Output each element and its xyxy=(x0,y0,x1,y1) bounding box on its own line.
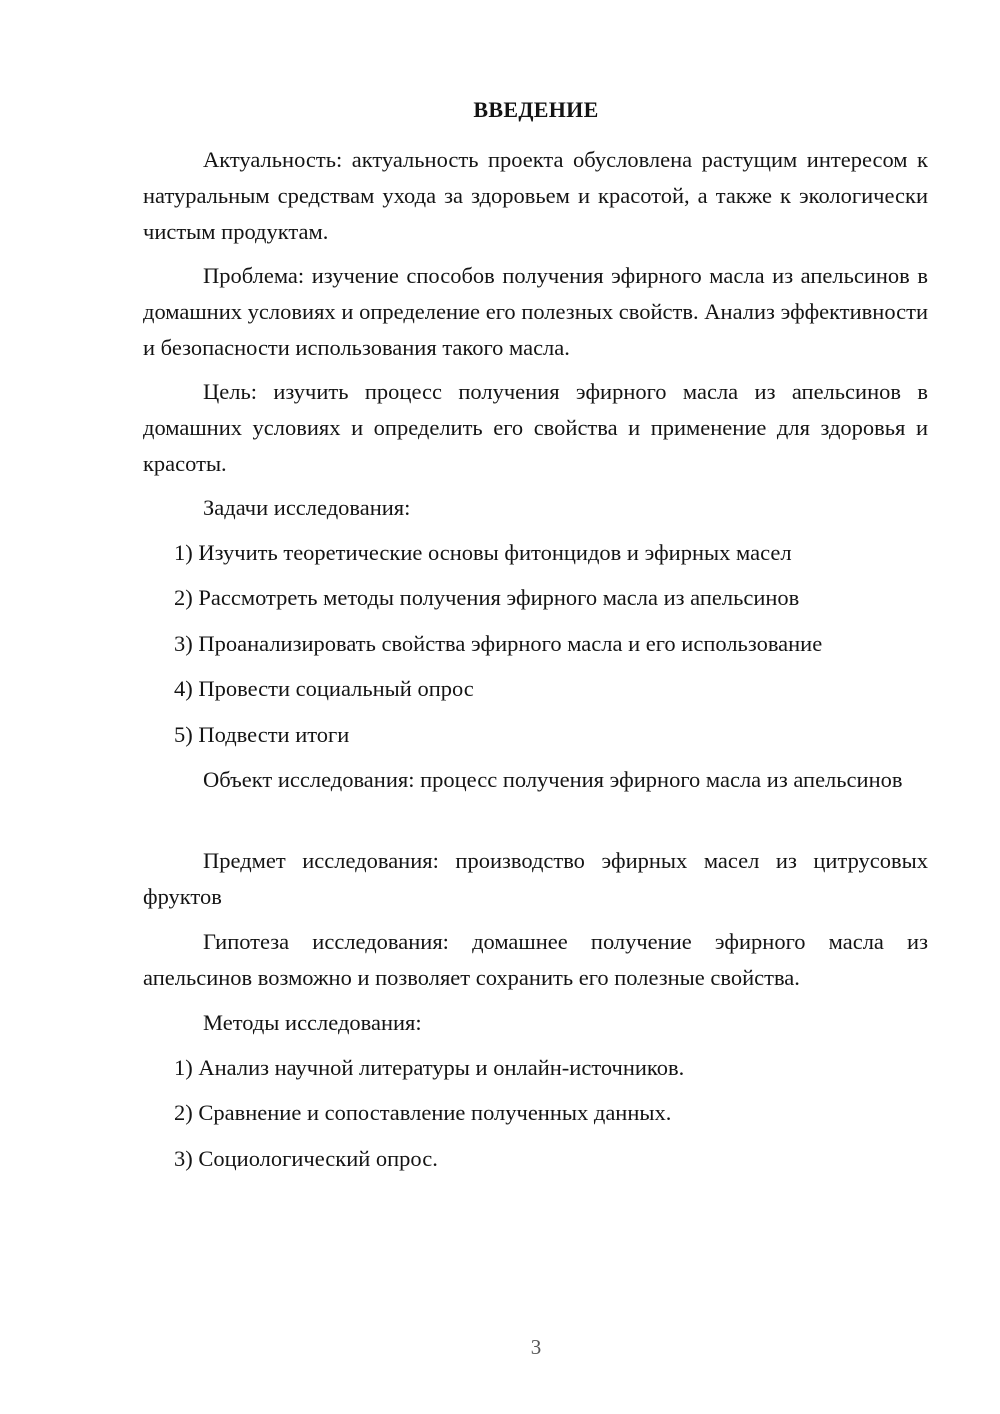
list-item: 1) Изучить теоретические основы фитонцидов и эфирных масел xyxy=(174,540,792,565)
list-item: 2) Рассмотреть методы получения эфирного масла из апельсинов xyxy=(174,585,800,610)
goal-paragraph: Цель: изучить процесс получения эфирного масла из апельсинов в домашних условиях и определить его свойства и применение для здоровья и красоты. xyxy=(143,379,928,476)
tasks-heading: Задачи исследования: xyxy=(203,495,411,520)
subject-paragraph: Предмет исследования: производство эфирных масел из цитрусовых фруктов xyxy=(143,848,928,909)
page-number: 3 xyxy=(530,1335,542,1359)
object-paragraph: Объект исследования: процесс получения эфирного масла из апельсинов xyxy=(203,767,903,792)
list-item: 4) Провести социальный опрос xyxy=(174,676,474,701)
list-item: 3) Социологический опрос. xyxy=(174,1146,438,1171)
hypothesis-paragraph: Гипотеза исследования: домашнее получение эфирного масла из апельсинов возможно и позволяет сохранить его полезные свойства. xyxy=(143,929,928,990)
list-item: 2) Сравнение и сопоставление полученных данных. xyxy=(174,1100,672,1125)
section-title: ВВЕДЕНИЕ xyxy=(473,97,599,122)
list-item: 5) Подвести итоги xyxy=(174,722,350,747)
list-item: 1) Анализ научной литературы и онлайн-источников. xyxy=(174,1055,685,1080)
list-item: 3) Проанализировать свойства эфирного масла и его использование xyxy=(174,631,823,656)
methods-heading: Методы исследования: xyxy=(203,1010,422,1035)
relevance-paragraph: Актуальность: актуальность проекта обусловлена растущим интересом к натуральным средствам ухода за здоровьем и красотой, а также к экологически чистым продуктам. xyxy=(143,147,928,244)
problem-paragraph: Проблема: изучение способов получения эфирного масла из апельсинов в домашних условиях и определение его полезных свойств. Анализ эффективности и безопасности использования такого масла. xyxy=(143,263,928,360)
